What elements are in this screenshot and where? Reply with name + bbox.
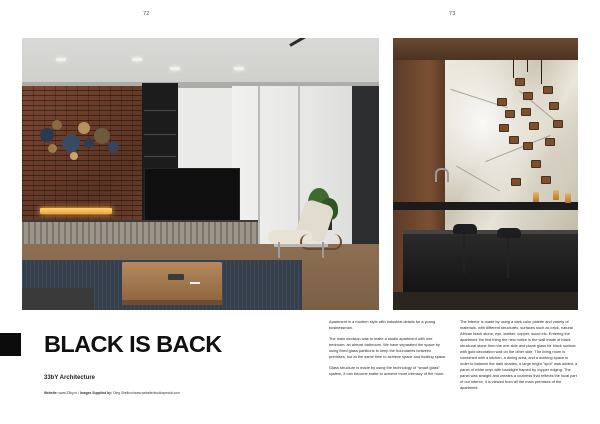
- coffee-table: [122, 262, 222, 302]
- credits-separator: /: [78, 391, 81, 395]
- bar-stool-leg: [507, 238, 509, 278]
- pendant-segment: [521, 108, 531, 116]
- bar-stool: [497, 228, 521, 238]
- table-object: [190, 282, 200, 284]
- pendant-segment: [515, 78, 525, 86]
- lounge-chair-base: [274, 244, 328, 247]
- pendant-segment: [497, 98, 507, 106]
- pendant-segment: [543, 86, 553, 94]
- bottle: [565, 193, 571, 203]
- page-number-left: 72: [143, 11, 150, 17]
- television: [144, 168, 240, 223]
- wall-art-disc: [78, 122, 90, 134]
- wall-art-disc: [52, 120, 62, 130]
- kitchen-floor: [393, 292, 578, 310]
- body-column-1: [329, 319, 447, 382]
- pendant-segment: [523, 92, 533, 100]
- wall-art-disc: [94, 128, 110, 144]
- bottle: [533, 192, 539, 202]
- bar-stool-leg: [463, 234, 465, 274]
- kitchen-photo: [393, 38, 578, 310]
- pendant-rod: [513, 60, 514, 78]
- images-credit: Oleg Shelkun/www.website/studiospecial.com: [113, 391, 180, 395]
- wall-art-disc: [108, 142, 119, 153]
- pendant-segment: [511, 178, 521, 186]
- pendant-segment: [541, 176, 551, 184]
- pendant-segment: [529, 122, 539, 130]
- photo-credits: [44, 391, 180, 395]
- tv-console-ribs: [22, 222, 258, 244]
- kitchen-counter: [393, 202, 578, 210]
- wall-art-disc: [70, 152, 78, 160]
- wall-art-disc: [40, 128, 54, 142]
- website-label: Website:: [44, 391, 58, 395]
- shelf-board: [144, 134, 176, 135]
- coffee-table-edge: [122, 300, 222, 305]
- article-author: 33bY Architecture: [44, 375, 96, 381]
- images-label: Images Supplied by:: [80, 391, 113, 395]
- kitchen-faucet: [435, 168, 449, 182]
- pendant-segment: [553, 120, 563, 128]
- ceiling-downlight: [132, 58, 142, 61]
- bar-stool: [453, 224, 477, 234]
- article-title: BLACK IS BACK: [44, 331, 222, 357]
- body-column-2: [460, 319, 578, 396]
- kitchen-island: [403, 234, 578, 292]
- website-link[interactable]: www.33by.ru: [58, 391, 78, 395]
- window-frame: [258, 86, 260, 266]
- wall-art-disc: [62, 134, 80, 152]
- pendant-segment: [549, 102, 559, 110]
- table-tray: [168, 274, 184, 280]
- fireplace-flame: [40, 208, 112, 214]
- section-marker: [0, 333, 21, 356]
- ottoman-leg: [278, 242, 280, 258]
- bottle: [553, 190, 559, 200]
- body-paragraph: The interior is made by using a dark color palette and variety of materials, with different structures, surfaces such as brick, natural African black stone, eye, leather, copper, wood etc. Entering the apartment the first thing the new notice is the wall made of black structural stone from the one side and plane glass for black surface with gold decoration wall on the other side. The living room is combined with a kitchen, a dining area, and a working space in order to balance the dark shades, a large bright "spot" was added, a panel of white onyx with backlight framed by copper edging. The panel was straight and creates a coziness that reflects the local part of our interior, it is viewed from all the main premises of the apartment.: [460, 319, 578, 390]
- wall-art-disc: [48, 144, 57, 153]
- pendant-segment: [505, 110, 515, 118]
- pendant-segment: [523, 142, 533, 150]
- ceiling-downlight: [56, 58, 66, 61]
- body-paragraph: The main decision was to make a studio apartment with one bedroom: an almost bathroom. We have separated the space by using fixed glass partitions to keep the boundaries between premises, but at the same time to achieve space and floating space.: [329, 336, 447, 359]
- pendant-rod: [541, 60, 542, 84]
- wall-art-disc: [84, 138, 94, 148]
- ceiling-downlight: [170, 67, 180, 70]
- lounge-chair-shell: [300, 234, 342, 250]
- sofa: [22, 288, 94, 310]
- ceiling-downlight: [234, 67, 244, 70]
- living-room-photo: [22, 38, 379, 310]
- ottoman-leg: [322, 242, 324, 258]
- pendant-segment: [509, 136, 519, 144]
- body-paragraph: Apartment in a modern style with industrial details for a young businessman.: [329, 319, 436, 330]
- ceiling: [22, 38, 379, 88]
- body-paragraph: Glass structure is made by using the technology of "smart glass" system, it can become matte to achieve more intimacy of the room.: [329, 365, 445, 376]
- pendant-segment: [531, 160, 541, 168]
- pendant-segment: [499, 124, 509, 132]
- pendant-rod: [527, 60, 528, 72]
- shelf-board: [144, 156, 176, 157]
- wood-ceiling: [393, 38, 578, 60]
- page-number-right: 73: [449, 11, 456, 17]
- pendant-segment: [545, 138, 555, 146]
- shelf-board: [144, 110, 176, 111]
